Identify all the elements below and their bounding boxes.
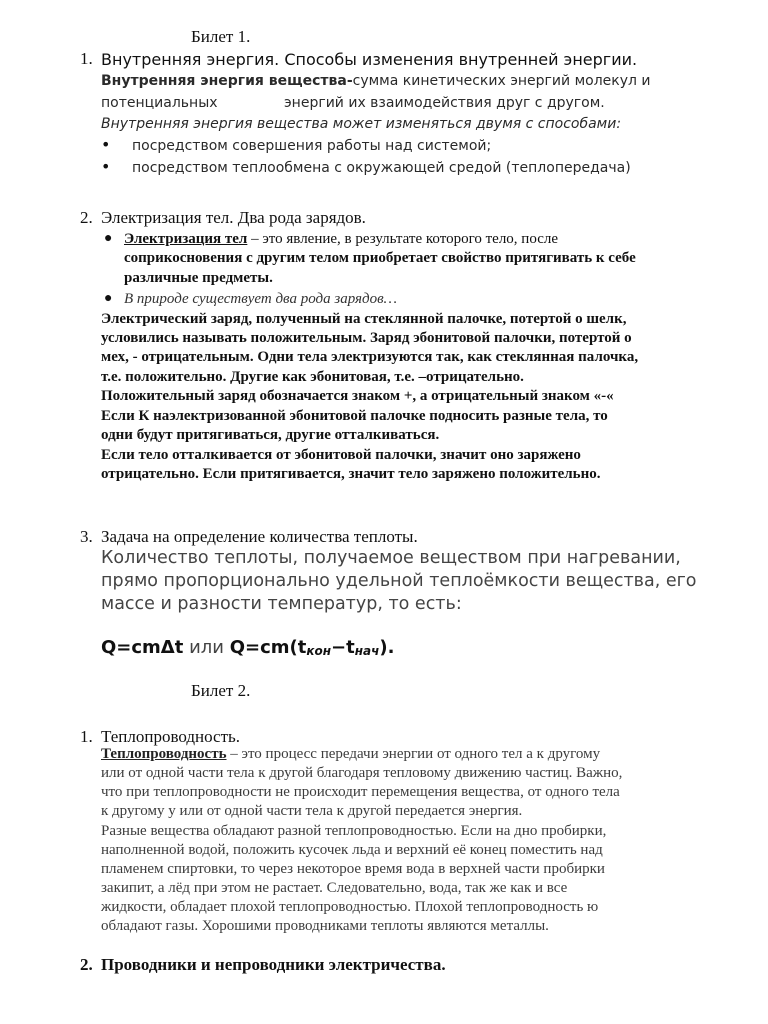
q2-number: 2. (80, 208, 93, 227)
t2-q2-title: Проводники и непроводники электричества. (101, 955, 446, 974)
t2-q1-line: закипит, а лёд при этом не растает. Следовательно, вода, так же как и все (101, 880, 568, 896)
q1-definition-term: Внутренняя энергия вещества- (101, 73, 353, 89)
t2-q1-line-first (101, 746, 600, 763)
q2-title: Электризация тел. Два рода зарядов. (101, 208, 366, 227)
t2-q1-line: Разные вещества обладают разной теплопроводностью. Если на дно пробирки, (101, 823, 607, 839)
formula-sub-kon: кон (306, 644, 332, 658)
t2-q1-line: обладают газы. Хорошими проводниками теплоты являются металлы. (101, 918, 549, 934)
bullet-icon: • (101, 157, 111, 176)
q2-bullet-1-line2: соприкосновения с другим телом приобретает свойство притягивать к себе (124, 250, 636, 266)
q3-text-line: Количество теплоты, получаемое веществом при нагревании, (101, 548, 681, 568)
q2-bullet-2: В природе существует два рода зарядов… (124, 291, 397, 307)
q2-bullet-1-line1 (124, 231, 558, 248)
q3-text-line: массе и разности температур, то есть: (101, 594, 462, 614)
ticket-1-title: Билет 1. (191, 27, 251, 46)
formula-2-start: Q=cm(t (229, 637, 307, 658)
q1-italic-line: Внутренняя энергия вещества может изменяться двумя с способами: (101, 116, 622, 132)
q1-definition-line1 (101, 73, 651, 89)
q2-paragraph-line: т.е. положительно. Другие как эбонитовая, т.е. –отрицательно. (101, 369, 524, 385)
q2-paragraph-line: Если тело отталкивается от эбонитовой палочки, значит оно заряжено (101, 447, 581, 463)
t2-q1-first-rest: – это процесс передачи энергии от одного тел а к другому (226, 746, 601, 762)
q2-bullet-1-term: Электризация тел (124, 231, 248, 247)
ticket-2-title: Билет 2. (191, 681, 251, 700)
t2-q1-line: жидкости, обладает плохой теплопроводностью. Плохой теплопроводность ю (101, 899, 599, 915)
t2-q1-line: наполненной водой, положить кусочек льда и верхний её конец поместить над (101, 842, 603, 858)
t2-q1-line: к другому у или от одной части тела к другой передается энергия. (101, 803, 523, 819)
q2-paragraph-line: мех, - отрицательным. Одни тела электризуются так, как стеклянная палочка, (101, 349, 639, 365)
q2-paragraph-line: Если К наэлектризованной эбонитовой палочке подносить разные тела, то (101, 408, 608, 424)
q1-definition-rest: сумма кинетических энергий молекул и (352, 73, 651, 89)
bullet-icon: ● (104, 291, 113, 306)
q1-title: Внутренняя энергия. Способы изменения внутренней энергии. (101, 50, 638, 69)
t2-q1-line: что при теплопроводности не происходит перемещения вещества, от одного тела (101, 784, 620, 800)
bullet-icon: ● (104, 231, 113, 246)
q2-paragraph-line: Положительный заряд обозначается знаком +, а отрицательный знаком «-« (101, 388, 614, 404)
q2-paragraph-line: отрицательно. Если притягивается, значит тело заряжено положительно. (101, 466, 601, 482)
bullet-icon: • (101, 135, 111, 154)
q2-paragraph-line: Электрический заряд, полученный на стеклянной палочке, потертой о шелк, (101, 311, 627, 327)
q1-bullet-2: посредством теплообмена с окружающей средой (теплопередача) (132, 160, 631, 176)
q1-definition-line2b: энергий их взаимодействия друг с другом. (284, 95, 605, 111)
formula-sub-nach: нач (354, 644, 380, 658)
q1-number: 1. (80, 49, 93, 68)
t2-q1-term: Теплопроводность (101, 746, 227, 762)
q2-paragraph-line: условились называть положительным. Заряд эбонитовой палочки, потертой о (101, 330, 632, 346)
t2-q2-number: 2. (80, 955, 93, 974)
q1-definition-line2a: потенциальных (101, 95, 218, 111)
q3-text-line: прямо пропорционально удельной теплоёмкости вещества, его (101, 571, 697, 591)
q2-paragraph-line: одни будут притягиваться, другие отталкиваться. (101, 427, 440, 443)
q1-bullet-1: посредством совершения работы над системой; (132, 138, 492, 154)
q2-bullet-1-rest: – это явление, в результате которого тело, после (247, 231, 559, 247)
formula-end: ). (379, 637, 395, 658)
q3-formula (101, 637, 394, 658)
formula-1: Q=cmΔt (101, 637, 184, 658)
t2-q1-line: или от одной части тела к другой благодаря тепловому движению частиц. Важно, (101, 765, 623, 781)
formula-or: или (183, 637, 230, 658)
q2-bullet-1-line3: различные предметы. (124, 270, 273, 286)
t2-q1-title: Теплопроводность. (101, 727, 241, 746)
q3-number: 3. (80, 527, 93, 546)
formula-dash: −t (331, 637, 355, 658)
t2-q1-number: 1. (80, 727, 93, 746)
q3-title: Задача на определение количества теплоты. (101, 527, 418, 546)
t2-q1-line: пламенем спиртовки, то через некоторое время вода в верхней части пробирки (101, 861, 605, 877)
